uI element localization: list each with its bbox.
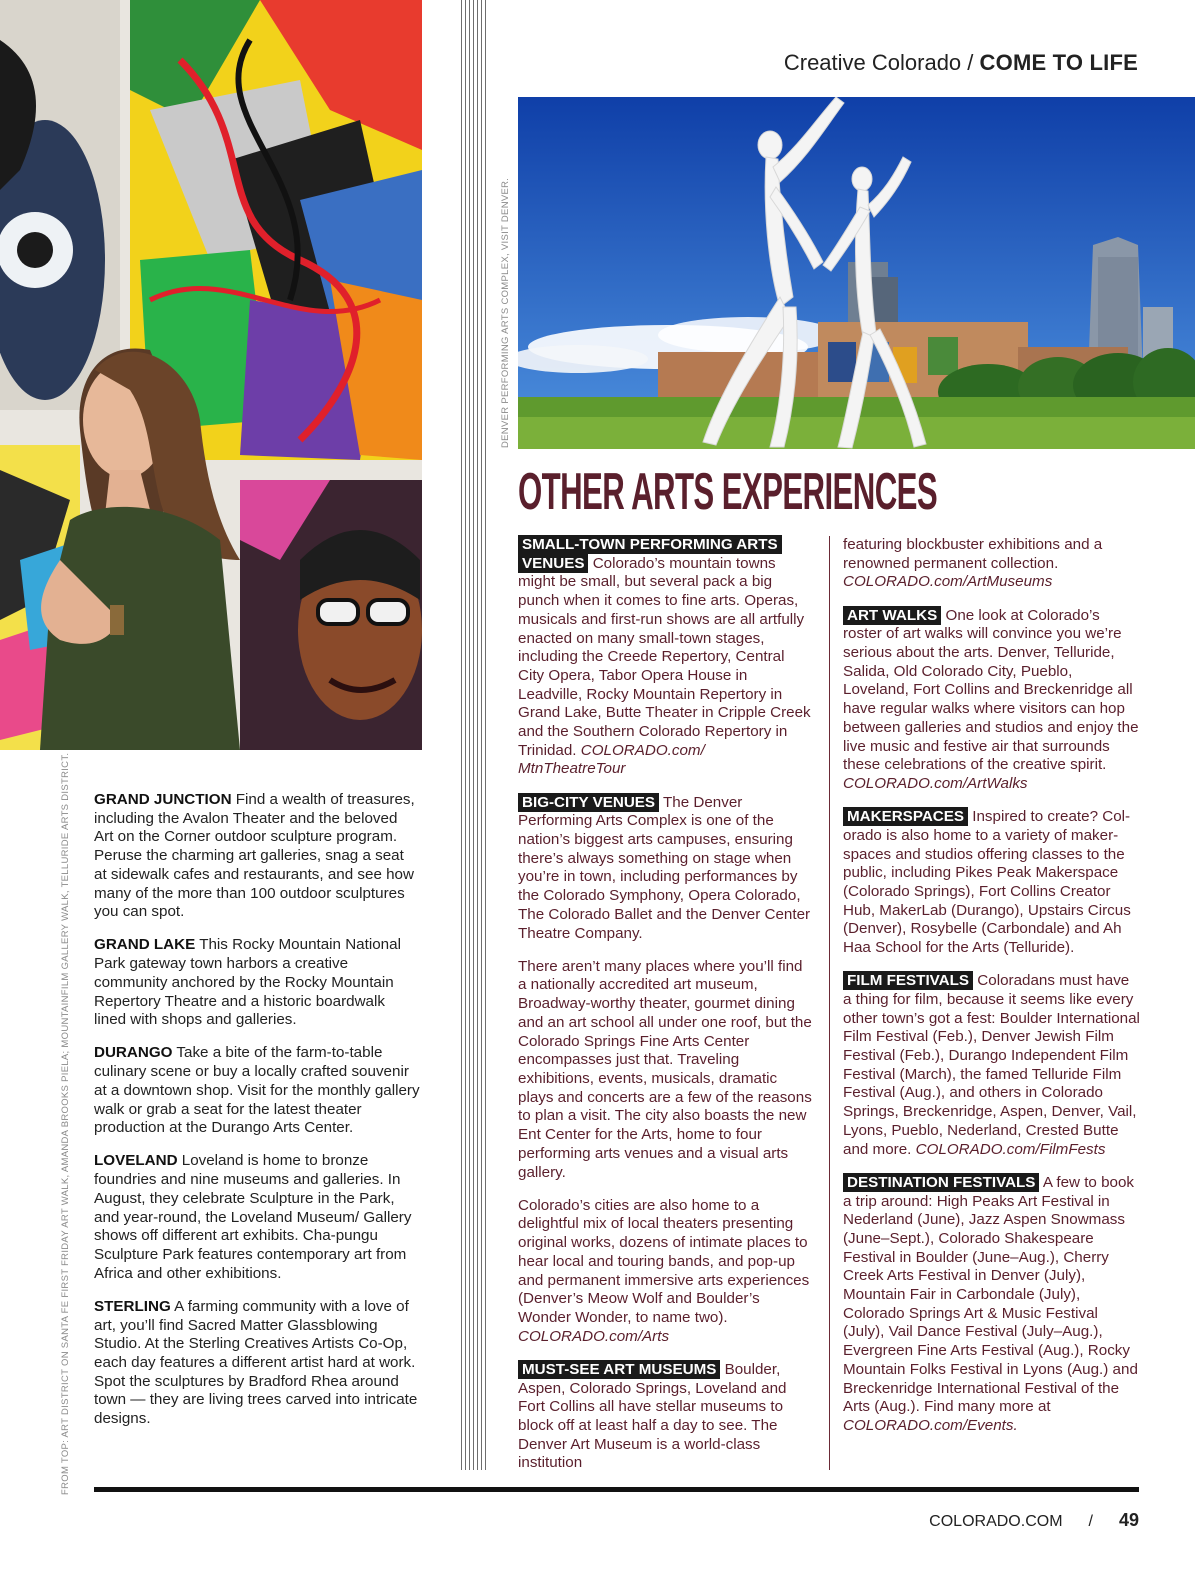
paragraph-destination-festivals <box>843 1174 1141 1436</box>
paragraph-durango <box>94 1044 420 1138</box>
left-text-column <box>94 791 420 1443</box>
paragraph-art-walks <box>843 607 1141 794</box>
paragraph-text: Take a bite of the farm-to-table culinary scene or buy a locally crafted souvenir at a downtown shop. Visit for the monthly gallery walk or grab a seat for the latest theater production at the Durango Arts Center. <box>94 1044 420 1137</box>
paragraph-art-museums <box>518 1361 814 1473</box>
section-header <box>784 50 1138 76</box>
paragraph-text: Loveland is home to bronze foundries and nine museums and galleries. In August, they celebrate Sculpture in the Park, and year-round, the Loveland Museum/ Gallery shows off different art exhibits. Cha-pungu Sculpture Park features contemporary art from Africa and other exhibitions. <box>94 1152 412 1282</box>
paragraph-text: The Denver Performing Arts Complex is one of the nation’s biggest arts campuses, ensuring there’s always something on stage when you’re in town, including performances by the Colorado Symphony, Opera Colorado, The Colorado Ballet and the Denver Center Theatre Company. <box>518 793 811 942</box>
section-tag: MAKERSPACES <box>843 807 968 826</box>
middle-text-column <box>518 536 814 1488</box>
paragraph-text: This Rocky Mountain National Park gateway town harbors a creative community anchored by the Rocky Mountain Repertory Theatre and a historic boardwalk lined with shops and galleries. <box>94 936 401 1029</box>
footer-rule <box>94 1487 1139 1492</box>
article-title: OTHER ARTS EXPERIENCES <box>518 463 938 521</box>
paragraph-text: Colorado’s cities are also home to a delightful mix of local theaters presenting original works, dozens of intimate places to hear local and touring bands, and pop-up and permanent immersive arts experiences (Denver’s Meow Wolf and Boulder’s Wonder Wonder, to name two). <box>518 1196 810 1326</box>
paragraph-grand-lake <box>94 936 420 1030</box>
town-heading: DURANGO <box>94 1044 173 1062</box>
colorado-link[interactable]: COLORADO.com/Arts <box>518 1327 670 1345</box>
paragraph-text: featuring blockbuster exhibitions and a renowned permanent collection. <box>843 536 1103 572</box>
column-separator <box>829 536 830 1470</box>
header-separator: / <box>967 50 974 75</box>
paragraph-text: Inspired to create? Col-orado is also home to a variety of maker-spaces and studios offering classes to the public, including Pikes Peak Makerspace (Colorado Springs), Fort Collins Creator Hub, MakerLab (Durango), Upstairs Circus (Denver), Rosybelle (Carbondale) and Ah Haa School for the Arts (Telluride). <box>843 808 1131 957</box>
paragraph-grand-junction <box>94 791 420 922</box>
paragraph-big-city-venues <box>518 794 814 944</box>
paragraph-text: A farming community with a love of art, you’ll find Sacred Matter Glassblowing Studio. At the Sterling Creatives Artists Co-Op, each day features a different artist hard at work. Spot the sculptures by Bradford Rhea around town — they are living trees carved into intricate designs. <box>94 1297 418 1428</box>
dancers-sculpture-photo <box>518 97 1195 449</box>
paragraph-text: Colorado’s mountain towns might be small, but several pack a big punch when it comes to fine arts. Operas, musicals and first-run shows are all artfully enacted on many small-town stages, including the Creede Repertory, Central City Opera, Tabor Opera House in Leadville, Rocky Mountain Repertory in Grand Lake, Butte Theater in Cripple Creek and the Southern Colorado Repertory in Trinidad. <box>518 554 811 759</box>
paragraph-small-town-venues <box>518 536 814 779</box>
section-tag: FILM FESTIVALS <box>843 971 973 990</box>
section-tag: BIG-CITY VENUES <box>518 793 659 812</box>
paragraph-text: A few to book a trip around: High Peaks Art Festival in Nederland (June), Jazz Aspen Snowmass (June–Sept.), Colorado Shakespeare Festival in Boulder (June–Aug.), Cherry Creek Arts Festival in Denver (July), Mountain Fair in Carbondale (July), Colorado Springs Art & Music Festival (July), Vail Dance Festival (July–Aug.), Evergreen Fine Arts Festival (Aug.), Rocky Mountain Folks Festival in Lyons (Aug.) and Breckenridge International Festival of the Arts (Aug.). Find many more at <box>843 1173 1138 1416</box>
footer-site[interactable]: COLORADO.COM <box>929 1513 1063 1530</box>
paragraph-sterling <box>94 1298 420 1429</box>
footer-separator: / <box>1088 1513 1093 1530</box>
town-heading: GRAND JUNCTION <box>94 791 232 808</box>
colorado-link[interactable]: COLORADO.com/ArtMuseums <box>843 573 1053 591</box>
town-heading: GRAND LAKE <box>94 936 196 954</box>
section-tag: MUST-SEE ART MUSEUMS <box>518 1360 720 1379</box>
paragraph-text: There aren’t many places where you’ll find a nationally accredited art museum, Broadway-worthy theater, gourmet dining and an art school all under one roof, but the Colorado Springs Fine Arts Center encompasses just that. Traveling exhibitions, events, musicals, dramatic plays and concerts are a few of the reasons to plan a visit. The city also boasts the new Ent Center for the Arts, home to four performing arts venues and a visual arts gallery. <box>518 957 812 1181</box>
colorado-link[interactable]: COLORADO.com/ArtWalks <box>843 774 1028 792</box>
paragraph-text: One look at Colorado’s roster of art walks will convince you we’re serious about the arts. Denver, Telluride, Salida, Old Colorado City, Pueblo, Loveland, Fort Collins and Breckenridge all have regular walks where visitors can hop between galleries and studios and enjoy the live music and festive air that surrounds these celebrations of the creative spirit. <box>843 606 1139 774</box>
photo-credit-left: FROM TOP: ART DISTRICT ON SANTA FE FIRST FRIDAY ART WALK, AMANDA BROOKS PIELA; MOUNTAINFILM GALLERY WALK, TELLURIDE ARTS DISTRICT. <box>60 752 71 1495</box>
column-divider-lines <box>461 0 487 1470</box>
section-name: Creative Colorado <box>783 50 962 75</box>
paragraph-loveland <box>94 1152 420 1283</box>
paragraph-film-festivals <box>843 972 1141 1159</box>
paragraph-makerspaces <box>843 808 1141 958</box>
town-heading: STERLING <box>94 1297 171 1315</box>
paragraph-text: Coloradans must have a thing for film, because it seems like every other town’s got a fest: Boulder International Film Festival (Feb.), Denver Jewish Film Festival (Feb.), Durango Independent Film Festival (March), the famed Telluride Film Festival (Aug.), and others in Colorado Springs, Breckenridge, Aspen, Denver, Vail, Lyons, Pueblo, Nederland, Crested Butte and more. <box>843 972 1140 1158</box>
page-footer <box>929 1510 1139 1531</box>
colorado-link[interactable]: COLORADO.com/ MtnTheatreTour <box>518 741 705 778</box>
paragraph-local-theaters <box>518 1197 814 1347</box>
right-text-column <box>843 536 1141 1450</box>
paragraph-text: Find a wealth of treasures, including the Avalon Theater and the beloved Art on the Corner outdoor sculpture program. Peruse the charming art galleries, snag a seat at sidewalk cafes and restaurants, and see how many of the more than 100 outdoor sculptures you can spot. <box>94 791 415 921</box>
colorado-link[interactable]: COLORADO.com/FilmFests <box>915 1140 1106 1158</box>
photo-credit-right: DENVER PERFORMING ARTS COMPLEX, VISIT DENVER. <box>500 177 511 448</box>
town-heading: LOVELAND <box>94 1152 178 1170</box>
paragraph-text: Boulder, Aspen, Colorado Springs, Loveland and Fort Collins all have stellar museums to block off at least half a day to see. The Denver Art Museum is a world-class institution <box>518 1360 787 1472</box>
paragraph-art-museums-cont <box>843 536 1141 592</box>
paragraph-colorado-springs <box>518 958 814 1182</box>
page-number: 49 <box>1118 1510 1139 1530</box>
gallery-photo <box>0 0 422 750</box>
section-tag: SMALL-TOWN PERFORMING ARTS VENUES <box>518 535 782 573</box>
section-tag: DESTINATION FESTIVALS <box>843 1173 1039 1192</box>
colorado-link[interactable]: COLORADO.com/Events. <box>843 1416 1018 1434</box>
subsection-name: COME TO LIFE <box>979 50 1138 75</box>
section-tag: ART WALKS <box>843 606 941 625</box>
